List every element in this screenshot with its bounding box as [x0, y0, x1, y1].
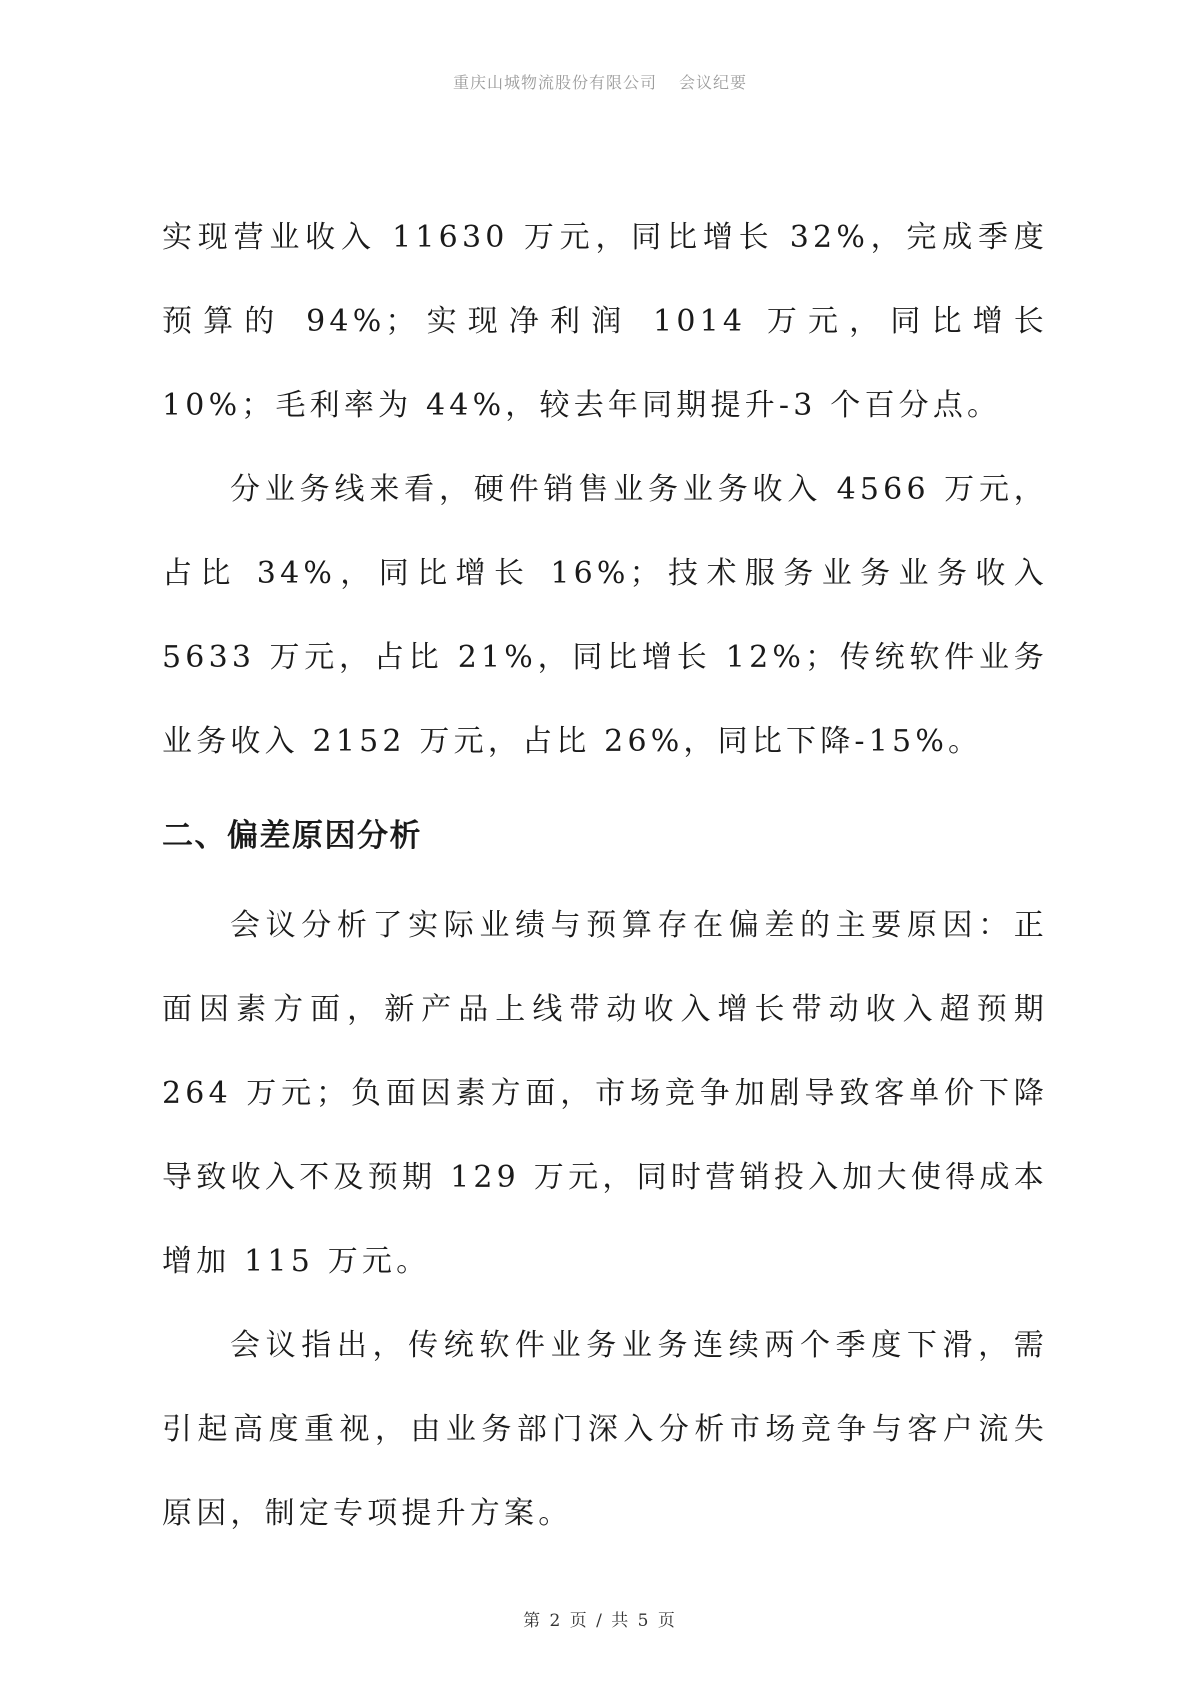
section-heading-deviation-analysis: 二、偏差原因分析 — [162, 818, 422, 854]
page-number-footer: 第 2 页 / 共 5 页 — [523, 1611, 677, 1631]
document-body — [162, 196, 1048, 1556]
paragraph-business-lines: 分业务线来看，硬件销售业务业务收入 4566 万元，占比 34%，同比增长 16%；技术服务业务业务收入 5633 万元，占比 21%，同比增长 12%；传统软件业务业务收入 2152 万元，占比 26%，同比下降-15%。 — [162, 472, 1048, 759]
header-document-type: 会议纪要 — [679, 73, 748, 92]
running-header — [0, 70, 1200, 93]
paragraph-revenue-summary: 实现营业收入 11630 万元，同比增长 32%，完成季度预算的 94%；实现净利润 1014 万元，同比增长 10%；毛利率为 44%，较去年同期提升-3 个百分点。 — [162, 220, 1048, 423]
paragraph-meeting-directive: 会议指出，传统软件业务业务连续两个季度下滑，需引起高度重视，由业务部门深入分析市场竞争与客户流失原因，制定专项提升方案。 — [162, 1328, 1048, 1531]
header-company-name: 重庆山城物流股份有限公司 — [452, 73, 657, 92]
paragraph-deviation-causes: 会议分析了实际业绩与预算存在偏差的主要原因：正面因素方面，新产品上线带动收入增长带动收入超预期 264 万元；负面因素方面，市场竞争加剧导致客单价下降导致收入不及预期 129 万元，同时营销投入加大使得成本增加 115 万元。 — [162, 908, 1048, 1279]
